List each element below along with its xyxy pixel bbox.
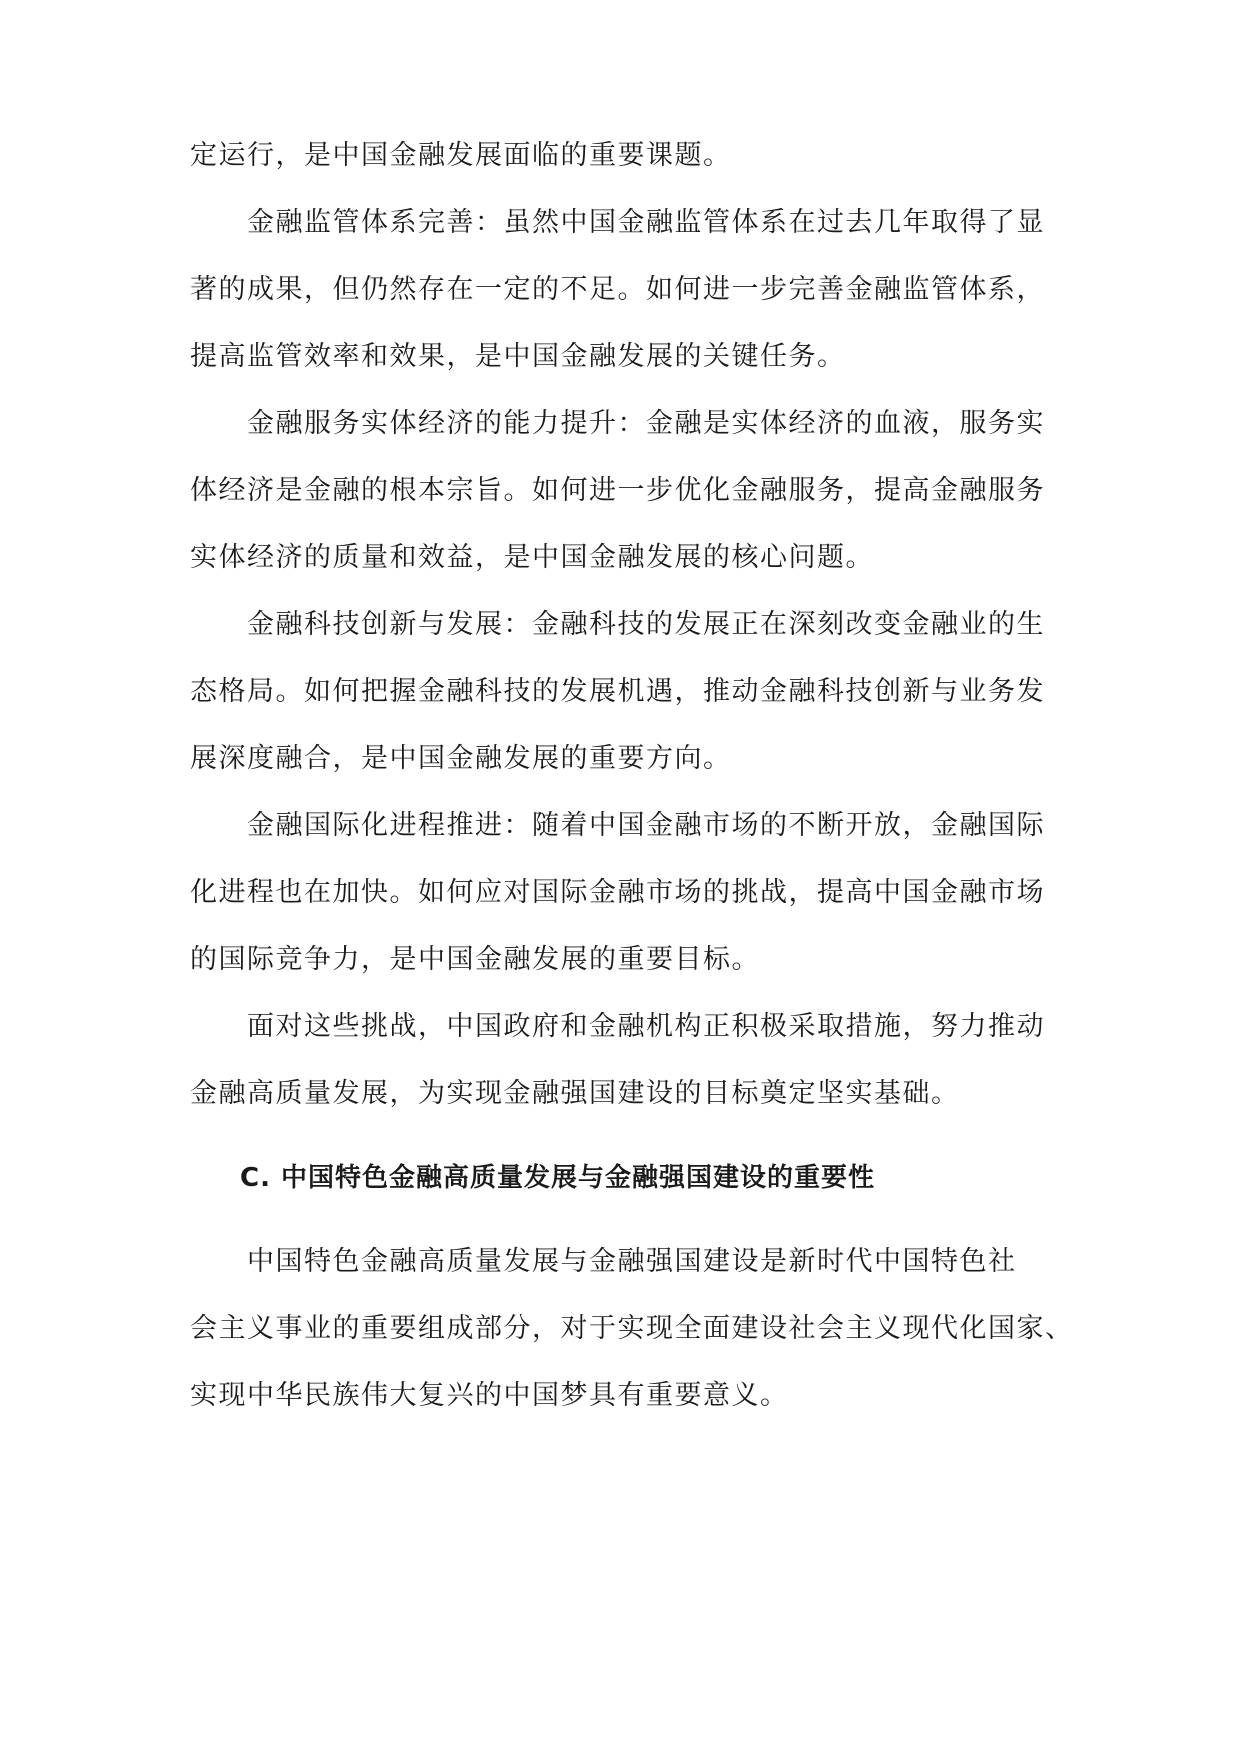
- text-line: 金融科技创新与发展：金融科技的发展正在深刻改变金融业的生: [247, 609, 1045, 640]
- text-line: 金融国际化进程推进：随着中国金融市场的不断开放，金融国际: [247, 810, 1045, 841]
- text-line: 实现中华民族伟大复兴的中国梦具有重要意义。: [190, 1380, 789, 1411]
- text-line: 会主义事业的重要组成部分，对于实现全面建设社会主义现代化国家、: [190, 1313, 1074, 1344]
- text-line: 态格局。如何把握金融科技的发展机遇，推动金融科技创新与业务发: [190, 676, 1045, 707]
- text-line: 中国特色金融高质量发展与金融强国建设是新时代中国特色社: [247, 1246, 1017, 1277]
- text-line: 展深度融合，是中国金融发展的重要方向。: [190, 743, 732, 774]
- text-line: 实体经济的质量和效益，是中国金融发展的核心问题。: [190, 542, 874, 573]
- text-line: 著的成果，但仍然存在一定的不足。如何进一步完善金融监管体系，: [190, 274, 1045, 305]
- text-line: 的国际竞争力，是中国金融发展的重要目标。: [190, 944, 760, 975]
- text-line: 金融监管体系完善：虽然中国金融监管体系在过去几年取得了显: [247, 207, 1045, 238]
- text-line: 体经济是金融的根本宗旨。如何进一步优化金融服务，提高金融服务: [190, 475, 1045, 506]
- section-heading: C. 中国特色金融高质量发展与金融强国建设的重要性: [240, 1163, 876, 1193]
- text-line: 提高监管效率和效果，是中国金融发展的关键任务。: [190, 341, 846, 372]
- text-line: 面对这些挑战，中国政府和金融机构正积极采取措施，努力推动: [247, 1011, 1045, 1042]
- text-line: 定运行，是中国金融发展面临的重要课题。: [190, 140, 732, 171]
- text-line: 化进程也在加快。如何应对国际金融市场的挑战，提高中国金融市场: [190, 877, 1045, 908]
- text-line: 金融服务实体经济的能力提升：金融是实体经济的血液，服务实: [247, 408, 1045, 439]
- text-line: 金融高质量发展，为实现金融强国建设的目标奠定坚实基础。: [190, 1078, 960, 1109]
